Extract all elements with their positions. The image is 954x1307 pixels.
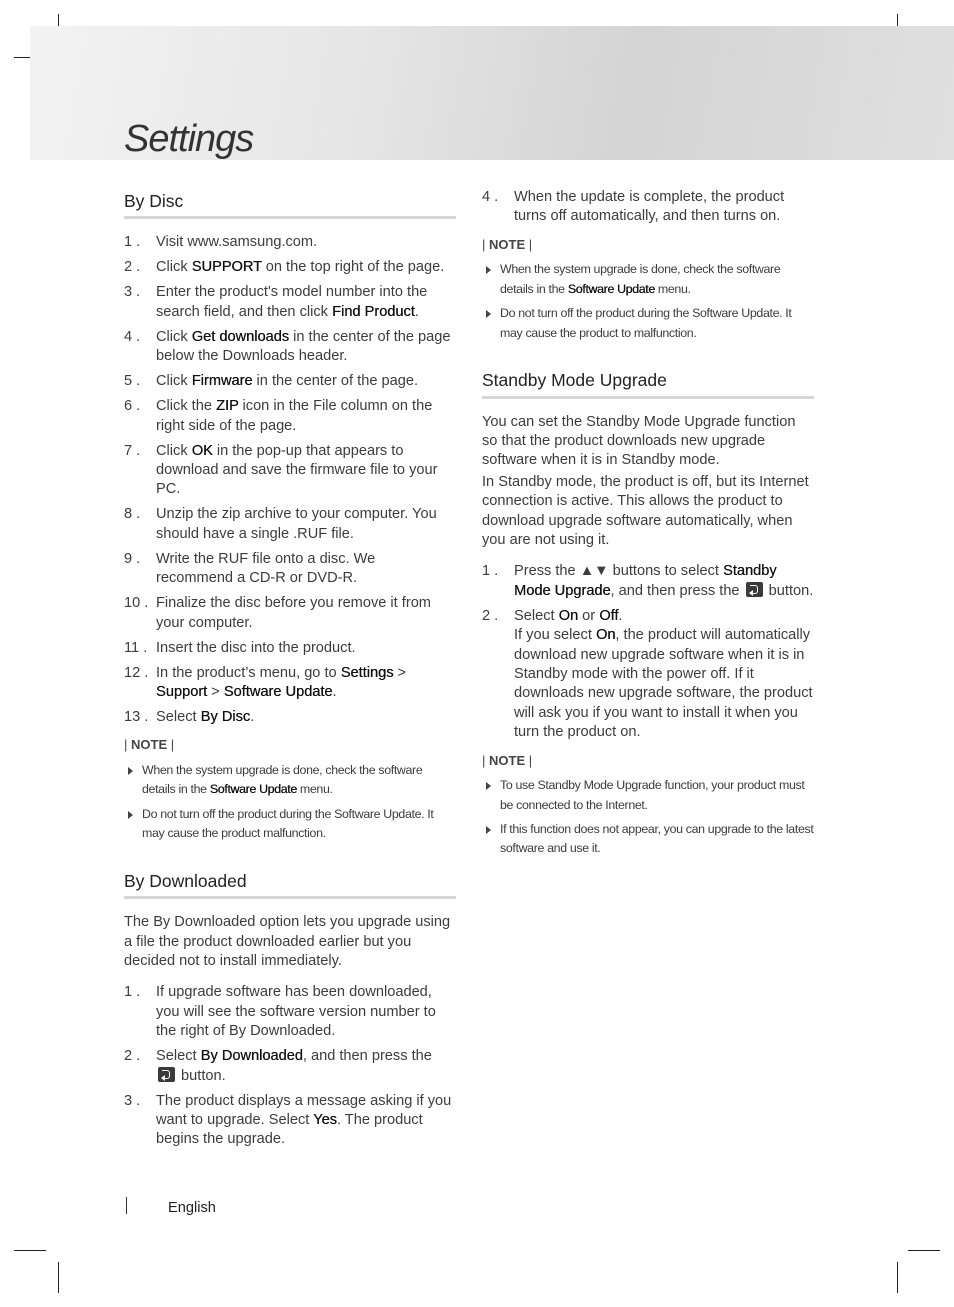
text-run: , the product will automatically download new upgrade software when it is in Standby mode with the power off. If it downloads new upgrade software, the product will ask you if you want to install it when you turn the product on. xyxy=(514,627,813,741)
list-item xyxy=(124,372,456,391)
step-number: 5 . xyxy=(124,373,141,390)
step-number: 4 . xyxy=(124,328,141,345)
text-run: , and then press the xyxy=(302,1048,432,1065)
text-run: Select xyxy=(514,607,559,624)
enter-icon xyxy=(158,1067,175,1082)
list-item xyxy=(482,188,814,227)
note-item xyxy=(124,805,456,844)
list-item xyxy=(482,607,814,743)
text-run: Click the xyxy=(156,398,217,415)
emphasis-text: Software Update xyxy=(223,684,333,701)
step-number: 1 . xyxy=(124,234,141,251)
text-run: in the center of the page below the Downloads header. xyxy=(156,328,451,365)
step-text xyxy=(156,709,254,725)
text-run: When the system upgrade is done, check the software details in the xyxy=(142,762,423,797)
text-run: In the product’s menu, go to xyxy=(156,664,341,681)
step-number: 1 . xyxy=(124,984,141,1001)
step-number: 2 . xyxy=(124,1048,141,1065)
by-disc-notes xyxy=(124,761,456,844)
emphasis-text: Software Update xyxy=(209,782,297,797)
section-heading-by-downloaded: By Downloaded xyxy=(124,868,456,899)
emphasis-text: Settings xyxy=(340,664,394,681)
note-item xyxy=(482,260,814,299)
text-run: Press the ▲▼ buttons to select xyxy=(514,563,723,580)
step-number: 8 . xyxy=(124,506,141,523)
list-item xyxy=(124,639,456,658)
step-text xyxy=(156,640,356,656)
bullet-triangle-icon xyxy=(486,826,491,834)
by-disc-steps-continued xyxy=(482,188,814,227)
step-text xyxy=(156,398,432,433)
crop-mark-bottom-left-h xyxy=(14,1250,46,1251)
emphasis-text: On xyxy=(558,607,579,624)
text-run: on the top right of the page. xyxy=(261,259,445,276)
note-label-text: NOTE xyxy=(131,737,168,753)
crop-mark-bottom-right-h xyxy=(908,1250,940,1251)
section-heading-by-disc: By Disc xyxy=(124,188,456,219)
emphasis-text: By Disc xyxy=(200,709,251,726)
text-run: , and then press the xyxy=(610,582,744,599)
text-run: To use Standby Mode Upgrade function, your product must be connected to the Internet. xyxy=(500,778,805,812)
emphasis-text: On xyxy=(595,627,616,644)
list-item xyxy=(124,594,456,633)
section-heading-standby-mode-upgrade: Standby Mode Upgrade xyxy=(482,367,814,398)
note-item xyxy=(482,820,814,859)
list-item xyxy=(482,562,814,601)
step-number: 2 . xyxy=(124,259,141,276)
emphasis-text: ZIP xyxy=(216,398,239,415)
step-text xyxy=(156,984,436,1039)
text-run: Visit www.samsung.com. xyxy=(156,234,318,251)
step-number: 13 . xyxy=(124,709,149,726)
footer-divider xyxy=(126,1197,127,1214)
step-number: 2 . xyxy=(482,607,499,624)
step-text xyxy=(156,1093,451,1148)
step-number: 4 . xyxy=(482,189,499,205)
step-text xyxy=(156,373,418,389)
crop-mark-bottom-right-v xyxy=(897,1262,898,1293)
list-item xyxy=(124,233,456,252)
step-text xyxy=(514,608,813,740)
step-number: 3 . xyxy=(124,284,141,301)
step-text xyxy=(156,284,427,319)
text-run: > xyxy=(207,684,224,701)
step-text xyxy=(156,1048,432,1083)
text-run: When the system upgrade is done, check the software details in the xyxy=(500,262,781,296)
step-number: 12 . xyxy=(124,664,149,681)
step-text xyxy=(514,189,784,224)
standby-notes xyxy=(482,776,814,859)
emphasis-text: Find Product xyxy=(332,303,415,320)
text-run: . xyxy=(250,709,255,726)
emphasis-text: Off xyxy=(599,607,619,624)
step-number: 11 . xyxy=(124,639,148,656)
step-number: 10 . xyxy=(124,595,149,612)
text-run: . xyxy=(618,607,623,624)
text-run: Click xyxy=(156,259,192,276)
standby-steps xyxy=(482,562,814,742)
step-number: 7 . xyxy=(124,442,141,459)
emphasis-text: Get downloads xyxy=(191,328,290,345)
text-run: Unzip the zip archive to your computer. You should have a single .RUF file. xyxy=(156,506,437,542)
text-run: If upgrade software has been downloaded, you will see the software version number to the right of By Downloaded. xyxy=(156,984,436,1040)
text-run: Select xyxy=(156,1048,201,1065)
text-run: . The product begins the upgrade. xyxy=(156,1112,423,1148)
step-text xyxy=(156,234,317,250)
text-run: button. xyxy=(177,1067,226,1084)
bullet-triangle-icon xyxy=(486,782,491,790)
text-run: If this function does not appear, you can upgrade to the latest software and use it. xyxy=(500,821,814,856)
step-number: 9 . xyxy=(124,550,141,567)
list-item xyxy=(124,505,456,544)
text-run: Insert the disc into the product. xyxy=(156,639,356,656)
step-text xyxy=(156,506,437,541)
text-run: Click xyxy=(156,328,192,345)
text-run: button. xyxy=(764,582,814,599)
step-text xyxy=(156,443,438,498)
note-label-text: NOTE xyxy=(489,752,526,768)
list-item xyxy=(124,1092,456,1150)
text-run: or xyxy=(578,607,600,624)
step-text xyxy=(156,665,406,700)
emphasis-text: OK xyxy=(191,442,213,459)
text-run: in the center of the page. xyxy=(252,373,419,390)
right-column xyxy=(482,188,814,883)
emphasis-text: Yes xyxy=(313,1112,337,1128)
emphasis-text: By Downloaded xyxy=(200,1048,303,1065)
list-item xyxy=(124,550,456,589)
by-downloaded-steps xyxy=(124,983,456,1149)
bullet-triangle-icon xyxy=(486,310,491,318)
standby-paragraph-1: You can set the Standby Mode Upgrade function so that the product downloads new upgrade software when it is in Standby mode. xyxy=(482,413,796,469)
text-run: Finalize the disc before you remove it from your computer. xyxy=(156,595,431,631)
note-label-text: NOTE xyxy=(489,236,526,252)
list-item xyxy=(124,328,456,367)
list-item xyxy=(124,258,456,277)
note-label: | NOTE | xyxy=(124,737,175,753)
step-text xyxy=(156,595,431,630)
list-item xyxy=(124,664,456,703)
emphasis-text: Support xyxy=(156,684,208,701)
emphasis-text: SUPPORT xyxy=(191,259,262,276)
step-text xyxy=(156,329,451,364)
list-item xyxy=(124,1047,456,1086)
text-run: If you select xyxy=(514,627,596,644)
left-column xyxy=(124,188,456,1155)
bullet-triangle-icon xyxy=(128,811,133,819)
note-item xyxy=(124,761,456,800)
text-run: When the update is complete, the product turns off automatically, and then turns on. xyxy=(514,189,785,225)
text-run: in the pop-up that appears to download and save the firmware file to your PC. xyxy=(156,442,438,498)
text-run: Select xyxy=(156,709,201,726)
bullet-triangle-icon xyxy=(128,767,133,775)
note-label: | NOTE | xyxy=(482,236,533,252)
text-run: Click xyxy=(156,442,192,459)
list-item xyxy=(124,983,456,1041)
list-item xyxy=(124,708,456,727)
step-text xyxy=(514,563,813,598)
list-item xyxy=(124,283,456,322)
text-run: Do not turn off the product during the Software Update. It may cause the product malfunction. xyxy=(142,806,434,841)
by-disc-steps xyxy=(124,233,456,727)
emphasis-text: Standby Mode Upgrade xyxy=(514,563,777,599)
note-item xyxy=(482,776,814,815)
text-run: Enter the product's model number into the search field, and then click xyxy=(156,284,428,320)
page-title: Settings xyxy=(124,118,254,160)
standby-paragraph-2: In Standby mode, the product is off, but its Internet connection is active. This allows the product to download upgrade software automatically, when you are not using it. xyxy=(482,473,809,548)
note-item xyxy=(482,304,814,343)
text-run: Write the RUF file onto a disc. We recommend a CD-R or DVD-R. xyxy=(156,550,376,587)
bullet-triangle-icon xyxy=(486,266,491,274)
text-run: . xyxy=(332,684,337,701)
text-run: . xyxy=(414,303,419,320)
text-run: > xyxy=(393,664,407,681)
text-run: icon in the File column on the right side of the page. xyxy=(156,398,433,434)
note-label: | NOTE | xyxy=(482,752,533,768)
by-disc-notes-continued xyxy=(482,260,814,343)
step-text xyxy=(156,551,375,586)
crop-mark-bottom-left-v xyxy=(58,1262,59,1293)
emphasis-text: Software Update xyxy=(567,281,655,296)
enter-icon xyxy=(746,582,763,597)
text-run: menu. xyxy=(296,782,333,797)
step-number: 6 . xyxy=(124,398,141,415)
step-number: 3 . xyxy=(124,1092,141,1109)
list-item xyxy=(124,442,456,500)
step-number: 1 . xyxy=(482,563,499,580)
text-run: The product displays a message asking if you want to upgrade. Select xyxy=(156,1092,452,1128)
step-text xyxy=(156,259,444,275)
footer-language: English xyxy=(168,1200,216,1216)
by-downloaded-intro: The By Downloaded option lets you upgrade using a file the product downloaded earlier but you decided not to install immediately. xyxy=(124,914,451,969)
emphasis-text: Firmware xyxy=(191,373,253,390)
text-run: Do not turn off the product during the Software Update. It may cause the product to malfunction. xyxy=(500,305,792,340)
text-run: menu. xyxy=(654,281,691,296)
text-run: Click xyxy=(156,373,192,390)
list-item xyxy=(124,397,456,436)
